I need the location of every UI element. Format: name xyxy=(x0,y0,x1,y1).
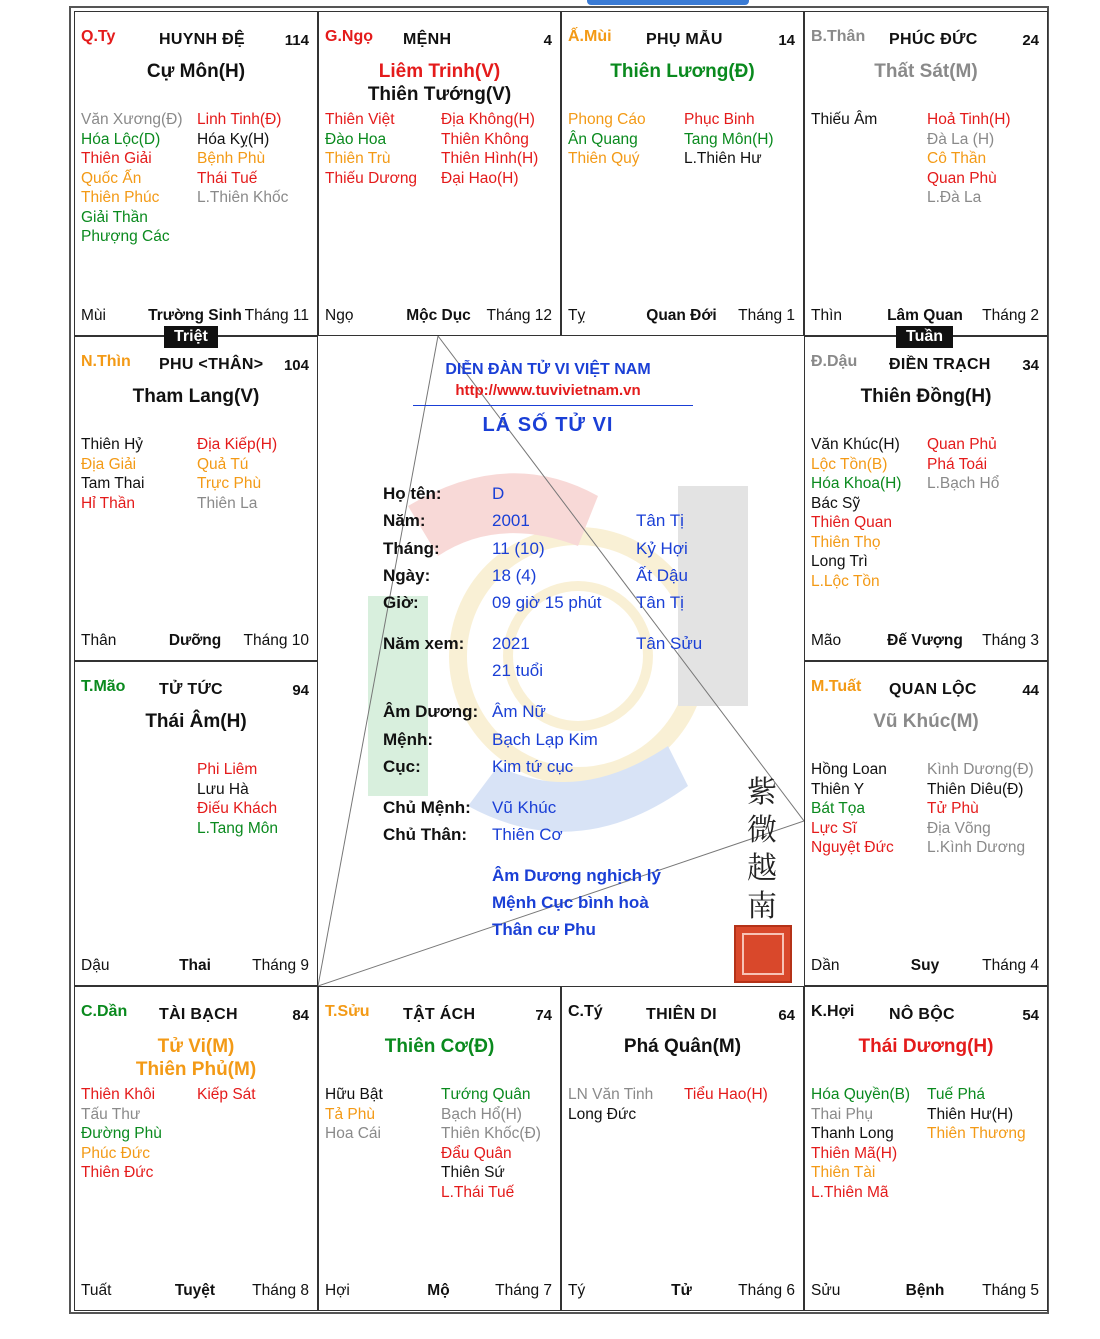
star-item: Hữu Bật xyxy=(325,1086,383,1103)
palace-name: HUYNH ĐỆ xyxy=(159,31,245,48)
top-scroll-indicator xyxy=(587,0,749,5)
star-item: Bát Tọa xyxy=(811,800,866,817)
right-star-column xyxy=(197,760,278,838)
star-item: L.Thái Tuế xyxy=(441,1183,515,1201)
zodiac-branch: Tỵ xyxy=(568,307,586,324)
zodiac-branch: Hợi xyxy=(325,1282,350,1299)
palace-footer xyxy=(568,1282,795,1302)
lunar-month: Tháng 9 xyxy=(252,957,309,974)
star-item: Phi Liêm xyxy=(197,761,258,778)
star-item: Bạch Hổ(H) xyxy=(441,1105,522,1123)
chart-note: Thân cư Phu xyxy=(492,920,596,939)
palace-age: 44 xyxy=(1022,682,1039,699)
lunar-month: Tháng 7 xyxy=(495,1282,552,1299)
info-value: 21 tuổi xyxy=(492,661,544,680)
info-value: Thiên Cơ xyxy=(492,825,563,844)
info-canchi: Kỷ Hợi xyxy=(636,539,688,558)
info-canchi: Tân Tị xyxy=(636,593,684,612)
right-star-column xyxy=(441,110,538,188)
star-item: Đào Hoa xyxy=(325,130,387,148)
star-item: Phúc Đức xyxy=(81,1144,150,1162)
star-item: Thiên Đức xyxy=(81,1164,154,1181)
zodiac-branch: Thìn xyxy=(811,307,843,324)
heavenly-stem: K.Hợi xyxy=(811,1003,855,1020)
left-star-column xyxy=(811,760,894,858)
palace-mui xyxy=(74,11,318,336)
star-item: Thiên Trù xyxy=(325,150,391,167)
zodiac-branch: Mùi xyxy=(81,307,106,324)
star-item: Thiên Quan xyxy=(811,514,892,531)
right-star-column xyxy=(927,110,1011,208)
star-item: Quả Tú xyxy=(197,455,249,473)
right-star-column xyxy=(684,110,774,169)
heavenly-stem: C.Dần xyxy=(81,1003,128,1020)
star-item: Thiên Tài xyxy=(811,1164,876,1181)
palace-name: PHÚC ĐỨC xyxy=(889,31,978,48)
star-item: Địa Giải xyxy=(81,455,137,473)
right-star-column xyxy=(927,1085,1026,1144)
chart-title: LÁ SỐ TỬ VI xyxy=(482,414,614,436)
palace-name: THIÊN DI xyxy=(646,1006,717,1023)
left-star-column xyxy=(81,435,144,513)
left-star-column xyxy=(811,435,901,591)
palace-footer xyxy=(811,307,1039,327)
star-item: L.Đà La xyxy=(927,189,982,206)
star-item: Tả Phù xyxy=(325,1105,375,1123)
main-stars xyxy=(805,1035,1047,1058)
info-canchi: Tân Tị xyxy=(636,511,684,530)
star-item: Ân Quang xyxy=(568,130,638,148)
main-stars xyxy=(562,60,803,83)
info-value: 2001 xyxy=(492,511,530,530)
right-star-column xyxy=(197,1085,256,1105)
main-stars xyxy=(75,1035,317,1081)
star-item: Thiên Khôi xyxy=(81,1086,156,1103)
life-stage: Thai xyxy=(179,957,211,974)
palace-footer xyxy=(81,1282,309,1302)
info-value: D xyxy=(492,484,505,503)
star-item: Thiếu Âm xyxy=(811,111,878,128)
palace-footer xyxy=(811,957,1039,977)
heavenly-stem: M.Tuất xyxy=(811,678,862,695)
main-stars xyxy=(805,60,1047,83)
left-star-column xyxy=(811,1085,910,1202)
life-stage: Trường Sinh xyxy=(148,307,242,324)
heavenly-stem: B.Thân xyxy=(811,28,866,45)
star-item: Hóa Quyền(B) xyxy=(811,1086,911,1103)
palace-ty-bottom xyxy=(561,986,804,1311)
star-item: Văn Xương(Đ) xyxy=(81,111,183,128)
zodiac-branch: Thân xyxy=(81,632,117,649)
star-item: Thiên Hỷ xyxy=(81,436,144,453)
star-item: Quan Phủ xyxy=(927,436,997,453)
seal-char: 南 xyxy=(747,889,777,924)
palace-age: 54 xyxy=(1022,1007,1039,1024)
lunar-month: Tháng 4 xyxy=(982,957,1039,974)
right-star-column xyxy=(927,760,1034,858)
palace-age: 94 xyxy=(292,682,309,699)
palace-tuat xyxy=(74,986,318,1311)
info-label: Chủ Thân: xyxy=(383,825,468,844)
info-label: Tháng: xyxy=(383,539,440,558)
chart-note: Mệnh Cục bình hoà xyxy=(492,893,649,912)
palace-footer xyxy=(811,1282,1039,1302)
lunar-month: Tháng 8 xyxy=(252,1282,309,1299)
zodiac-branch: Dần xyxy=(811,957,840,974)
main-star: Liêm Trinh(V) xyxy=(378,61,501,82)
main-star: Vũ Khúc(M) xyxy=(873,711,979,732)
palace-than xyxy=(74,336,318,661)
zodiac-branch: Sửu xyxy=(811,1282,841,1299)
star-item: Hóa Khoa(H) xyxy=(811,475,902,492)
palace-age: 4 xyxy=(543,32,552,49)
palace-name: PHU <THÂN> xyxy=(159,356,264,373)
star-item: Địa Không(H) xyxy=(441,111,535,128)
palace-footer xyxy=(325,1282,552,1302)
right-star-column xyxy=(441,1085,541,1202)
star-item: L.Thiên Mã xyxy=(811,1183,889,1201)
lunar-month: Tháng 11 xyxy=(244,307,309,324)
star-item: Tiểu Hao(H) xyxy=(684,1086,768,1103)
star-item: Trực Phù xyxy=(197,475,262,492)
main-star: Thái Dương(H) xyxy=(858,1036,994,1057)
zodiac-branch: Tý xyxy=(568,1282,586,1299)
star-item: Thiên Diêu(Đ) xyxy=(927,780,1024,798)
left-star-column xyxy=(81,1085,162,1183)
info-label: Năm xem: xyxy=(383,634,465,653)
main-stars xyxy=(562,1035,803,1058)
zodiac-branch: Dậu xyxy=(81,957,110,974)
star-item: Phượng Các xyxy=(81,228,170,245)
star-item: Giải Thần xyxy=(81,208,148,226)
palace-ty-top xyxy=(561,11,804,336)
star-item: Văn Khúc(H) xyxy=(811,436,900,453)
star-item: Thiên Quý xyxy=(568,150,640,167)
palace-footer xyxy=(325,307,552,327)
star-item: Hồng Loan xyxy=(811,761,887,778)
chart-note: Âm Dương nghịch lý xyxy=(492,866,661,885)
palace-name: PHỤ MẪU xyxy=(646,31,723,48)
star-item: L.Kình Dương xyxy=(927,839,1026,856)
star-item: Thiên Hình(H) xyxy=(441,150,539,167)
palace-age: 24 xyxy=(1022,32,1039,49)
info-value: Bạch Lạp Kim xyxy=(492,730,598,749)
star-item: Long Trì xyxy=(811,553,868,570)
star-item: Đà La (H) xyxy=(927,130,995,148)
lunar-month: Tháng 6 xyxy=(738,1282,795,1299)
star-item: Kình Dương(Đ) xyxy=(927,761,1034,778)
heavenly-stem: Ấ.Mùi xyxy=(568,28,612,45)
star-item: Tướng Quân xyxy=(441,1086,531,1103)
info-row xyxy=(318,566,804,588)
star-item: L.Bạch Hổ xyxy=(927,475,1000,492)
right-star-column xyxy=(927,435,999,494)
info-row xyxy=(318,798,804,820)
info-row xyxy=(318,757,804,779)
star-item: Tử Phù xyxy=(927,800,979,817)
heavenly-stem: G.Ngọ xyxy=(325,28,373,45)
main-stars xyxy=(319,1035,560,1058)
star-item: Kiếp Sát xyxy=(197,1086,256,1103)
star-item: Lực Sĩ xyxy=(811,819,857,837)
palace-age: 34 xyxy=(1022,357,1039,374)
palace-footer xyxy=(568,307,795,327)
right-star-column xyxy=(684,1085,768,1105)
star-item: Lưu Hà xyxy=(197,780,249,798)
palace-dau xyxy=(74,661,318,986)
life-stage: Mộc Dục xyxy=(406,307,471,324)
palace-hoi xyxy=(318,986,561,1311)
triet-tag: Triệt xyxy=(164,326,218,348)
seal-char: 越 xyxy=(747,851,777,886)
info-value: 09 giờ 15 phút xyxy=(492,593,602,612)
info-label: Ngày: xyxy=(383,566,431,585)
main-star: Thiên Đồng(H) xyxy=(860,386,992,407)
lunar-month: Tháng 12 xyxy=(486,307,552,324)
palace-thin xyxy=(804,11,1048,336)
main-star: Tử Vi(M) xyxy=(157,1036,235,1057)
zodiac-branch: Tuất xyxy=(81,1282,112,1299)
info-row xyxy=(318,484,804,506)
star-item: Nguyệt Đức xyxy=(811,839,894,856)
life-stage: Tử xyxy=(671,1282,692,1299)
info-label: Giờ: xyxy=(383,593,419,612)
horoscope-chart xyxy=(69,6,1049,1314)
zodiac-branch: Mão xyxy=(811,632,842,649)
life-stage: Đế Vượng xyxy=(887,632,963,649)
info-value: Âm Nữ xyxy=(492,702,546,721)
main-star: Thất Sát(M) xyxy=(874,61,978,82)
star-item: L.Tang Môn xyxy=(197,819,278,837)
star-item: L.Thiên Khốc xyxy=(197,189,289,206)
star-item: Thiên Mã(H) xyxy=(811,1144,898,1162)
palace-dan xyxy=(804,661,1048,986)
palace-name: TÀI BẠCH xyxy=(159,1006,238,1023)
star-item: Thiên Hư(H) xyxy=(927,1105,1014,1123)
info-label: Mệnh: xyxy=(383,730,434,749)
star-item: Địa Võng xyxy=(927,819,991,837)
info-row xyxy=(318,661,804,683)
info-canchi: Tân Sửu xyxy=(636,634,703,653)
palace-name: MỆNH xyxy=(403,31,452,48)
main-star: Cự Môn(H) xyxy=(146,61,246,82)
star-item: Bệnh Phù xyxy=(197,150,266,167)
red-stamp-icon xyxy=(734,925,792,983)
main-star: Thiên Cơ(Đ) xyxy=(384,1036,495,1057)
main-star: Thiên Phủ(M) xyxy=(135,1059,257,1080)
main-star: Tham Lang(V) xyxy=(132,386,260,407)
left-star-column xyxy=(568,1085,653,1124)
lunar-month: Tháng 3 xyxy=(982,632,1039,649)
palace-name: TỬ TỨC xyxy=(159,681,223,698)
star-item: Thái Tuế xyxy=(197,169,258,187)
info-label: Âm Dương: xyxy=(383,702,479,721)
life-stage: Quan Đới xyxy=(646,307,717,324)
star-item: Tam Thai xyxy=(81,475,145,492)
left-star-column xyxy=(568,110,646,169)
star-item: Thiếu Dương xyxy=(325,169,418,187)
lunar-month: Tháng 5 xyxy=(982,1282,1039,1299)
palace-name: QUAN LỘC xyxy=(889,681,977,698)
star-item: Thiên Y xyxy=(811,780,865,798)
info-value: Kim tứ cục xyxy=(492,757,574,776)
center-info-panel xyxy=(318,336,804,986)
forum-url[interactable]: http://www.tuvivietnam.vn xyxy=(455,382,641,399)
lunar-month: Tháng 2 xyxy=(982,307,1039,324)
info-row xyxy=(318,825,804,847)
palace-age: 74 xyxy=(535,1007,552,1024)
lunar-month: Tháng 10 xyxy=(243,632,309,649)
star-item: L.Lộc Tồn xyxy=(811,572,880,590)
star-item: Long Đức xyxy=(568,1105,637,1123)
main-stars xyxy=(805,385,1047,408)
main-stars xyxy=(75,710,317,733)
main-star: Thiên Lương(Đ) xyxy=(610,61,755,82)
life-stage: Lâm Quan xyxy=(887,307,963,324)
star-item: Đại Hao(H) xyxy=(441,169,519,187)
info-row xyxy=(318,730,804,752)
palace-name: NÔ BỘC xyxy=(889,1006,955,1023)
star-item: Thai Phụ xyxy=(811,1105,874,1123)
seal-char: 紫 xyxy=(747,775,777,810)
star-item: Hóa Kỵ(H) xyxy=(197,130,270,148)
star-item: Hỉ Thần xyxy=(81,494,135,512)
left-star-column xyxy=(81,110,183,247)
star-item: Quốc Ấn xyxy=(81,169,142,187)
star-item: LN Văn Tinh xyxy=(568,1086,654,1103)
palace-age: 114 xyxy=(284,32,309,49)
heavenly-stem: Đ.Dậu xyxy=(811,353,858,370)
main-stars xyxy=(319,60,560,106)
info-value: 11 (10) xyxy=(492,539,545,558)
palace-name: TẬT ÁCH xyxy=(403,1006,476,1023)
star-item: Thiên La xyxy=(197,494,258,512)
star-item: L.Thiên Hư xyxy=(684,150,762,167)
star-item: Tang Môn(H) xyxy=(684,130,774,148)
star-item: Điếu Khách xyxy=(197,800,278,817)
main-stars xyxy=(75,385,317,408)
palace-age: 84 xyxy=(292,1007,309,1024)
star-item: Thiên Giải xyxy=(81,150,152,167)
info-row xyxy=(318,634,804,656)
life-stage: Mộ xyxy=(427,1282,450,1299)
heavenly-stem: T.Sửu xyxy=(325,1003,370,1020)
info-label: Họ tên: xyxy=(383,484,442,503)
star-item: Cô Thần xyxy=(927,150,987,167)
life-stage: Bệnh xyxy=(905,1282,945,1299)
star-item: Phá Toái xyxy=(927,455,988,473)
life-stage: Dưỡng xyxy=(168,632,222,649)
star-item: Thiên Khốc(Đ) xyxy=(441,1125,541,1142)
palace-footer xyxy=(811,632,1039,652)
star-item: Quan Phù xyxy=(927,169,997,187)
seal-characters xyxy=(734,774,790,926)
star-item: Đường Phù xyxy=(81,1125,162,1142)
star-item: Tuế Phá xyxy=(927,1086,986,1103)
palace-age: 104 xyxy=(283,357,309,374)
left-star-column xyxy=(811,110,877,130)
heavenly-stem: C.Tý xyxy=(568,1003,603,1020)
star-item: Linh Tinh(Đ) xyxy=(197,111,282,128)
left-star-column xyxy=(325,1085,383,1144)
main-stars xyxy=(805,710,1047,733)
main-star: Phá Quân(M) xyxy=(623,1036,742,1057)
forum-name: DIỄN ĐÀN TỬ VI VIỆT NAM xyxy=(445,361,651,378)
star-item: Lộc Tồn(B) xyxy=(811,455,888,473)
title-divider xyxy=(413,405,693,406)
palace-ngo xyxy=(318,11,561,336)
info-label: Năm: xyxy=(383,511,426,530)
info-label: Cục: xyxy=(383,757,421,776)
palace-age: 64 xyxy=(778,1007,795,1024)
star-item: Thiên Phúc xyxy=(81,189,160,206)
main-star: Thái Âm(H) xyxy=(145,711,247,732)
life-stage: Suy xyxy=(910,957,940,974)
palace-mao xyxy=(804,336,1048,661)
star-item: Đẩu Quân xyxy=(441,1144,512,1162)
palace-footer xyxy=(81,307,309,327)
info-row xyxy=(318,539,804,561)
info-row xyxy=(318,593,804,615)
star-item: Thiên Thương xyxy=(927,1125,1026,1142)
star-item: Bác Sỹ xyxy=(811,494,861,512)
info-row xyxy=(318,702,804,724)
palace-age: 14 xyxy=(778,32,795,49)
info-value: 18 (4) xyxy=(492,566,537,585)
seal-char: 微 xyxy=(747,813,777,848)
tuan-tag: Tuần xyxy=(896,326,953,348)
info-canchi: Ất Dậu xyxy=(636,566,688,585)
info-value: 2021 xyxy=(492,634,530,653)
left-star-column xyxy=(325,110,417,188)
main-star: Thiên Tướng(V) xyxy=(367,84,512,105)
star-item: Hoa Cái xyxy=(325,1125,381,1142)
lunar-month: Tháng 1 xyxy=(738,307,795,324)
star-item: Phong Cáo xyxy=(568,111,646,128)
info-row xyxy=(318,511,804,533)
main-stars xyxy=(75,60,317,83)
heavenly-stem: T.Mão xyxy=(81,678,126,695)
star-item: Phục Binh xyxy=(684,111,755,128)
star-item: Thiên Sứ xyxy=(441,1164,505,1181)
star-item: Thiên Không xyxy=(441,130,529,148)
star-item: Thiên Thọ xyxy=(811,533,881,551)
right-star-column xyxy=(197,435,277,513)
star-item: Thiên Việt xyxy=(325,111,395,128)
star-item: Thanh Long xyxy=(811,1125,894,1142)
life-stage: Tuyệt xyxy=(174,1282,216,1299)
star-item: Tấu Thư xyxy=(81,1105,141,1123)
zodiac-branch: Ngọ xyxy=(325,307,354,324)
star-item: Hoả Tinh(H) xyxy=(927,111,1011,128)
right-star-column xyxy=(197,110,288,208)
info-value: Vũ Khúc xyxy=(492,798,557,817)
palace-name: ĐIỀN TRẠCH xyxy=(889,356,991,373)
palace-footer xyxy=(81,632,309,652)
heavenly-stem: N.Thìn xyxy=(81,353,131,370)
heavenly-stem: Q.Ty xyxy=(81,28,116,45)
palace-footer xyxy=(81,957,309,977)
star-item: Hóa Lộc(D) xyxy=(81,130,161,148)
star-item: Địa Kiếp(H) xyxy=(197,436,278,453)
info-label: Chủ Mệnh: xyxy=(383,798,471,817)
palace-suu xyxy=(804,986,1048,1311)
